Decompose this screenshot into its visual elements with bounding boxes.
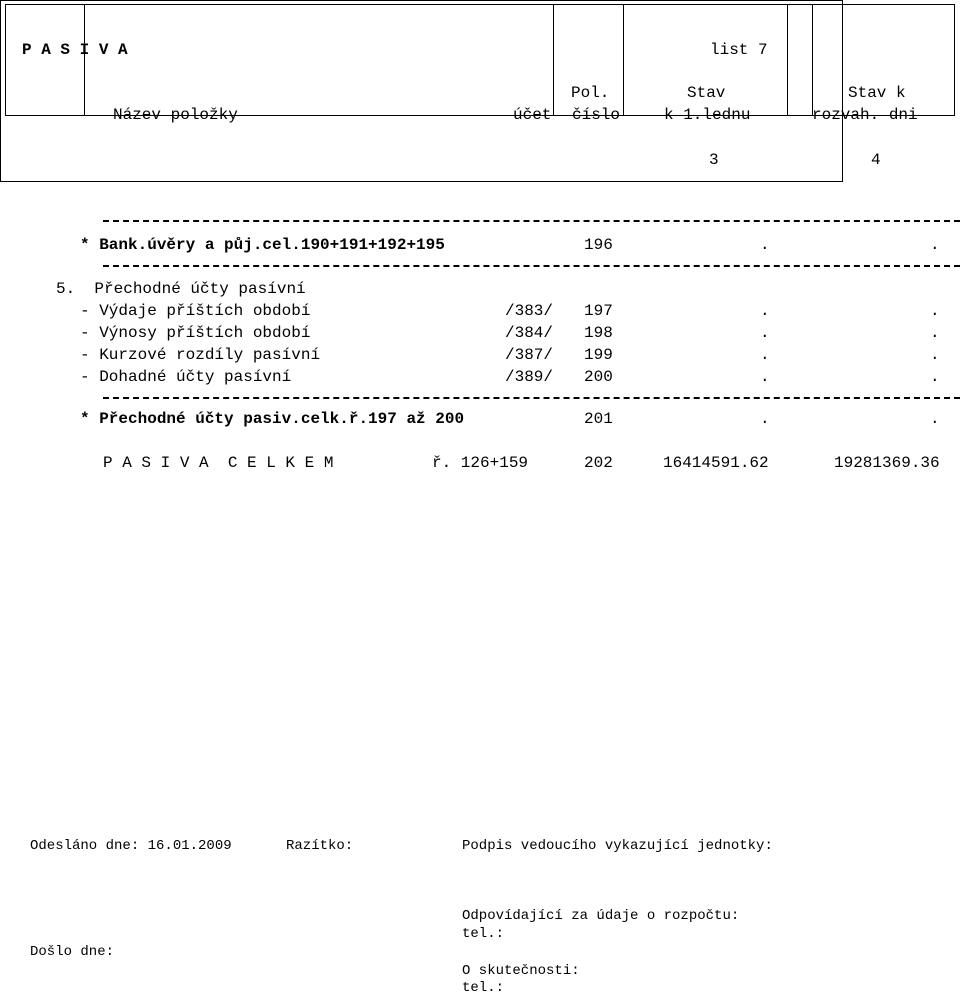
col-header-stavk: Stav k [848,84,906,102]
row-stav: . [760,346,770,364]
col-header-stavk-line2: rozvah. dni [812,106,918,124]
sent-date: Odesláno dne: 16.01.2009 [30,838,232,854]
total-stavk: 19281369.36 [834,454,940,472]
grid-line [812,4,813,116]
row-label: * Přechodné účty pasiv.celk.ř.197 až 200 [80,410,465,428]
row-stav: . [760,236,770,254]
row-pol: 196 [584,236,613,254]
row-stav: . [760,368,770,386]
total-stav: 16414591.62 [663,454,769,472]
row-pol: 197 [584,302,613,320]
total-ucet: ř. 126+159 [432,454,529,472]
row-stav: . [760,324,770,342]
row-pol: 201 [584,410,613,428]
row-stavk: . [930,410,940,428]
col-header-pol: Pol. [571,84,610,102]
stamp-label: Razítko: [286,838,354,854]
row-ucet: /387/ [505,346,554,364]
section-heading: 5. Přechodné účty pasívní [56,280,306,298]
row-label: - Výnosy příštích období [80,324,311,342]
separator-line [103,265,960,267]
row-stav: . [760,302,770,320]
row-ucet: /389/ [505,368,554,386]
row-label: - Dohadné účty pasívní [80,368,292,386]
row-pol: 200 [584,368,613,386]
row-stavk: . [930,324,940,342]
row-label: * Bank.úvěry a půj.cel.190+191+192+195 [80,236,445,254]
budget-phone-label: tel.: [462,926,505,942]
row-stavk: . [930,302,940,320]
budget-contact-label: Odpovídající za údaje o rozpočtu: [462,908,740,924]
actuals-contact-label: O skutečnosti: [462,963,580,979]
row-ucet: /384/ [505,324,554,342]
col-number-3: 3 [709,151,719,169]
col-header-cislo: číslo [572,106,621,124]
grid-line [787,4,788,116]
grid-line [84,4,85,116]
row-pol: 199 [584,346,613,364]
total-label: P A S I V A C E L K E M [103,454,334,472]
grid-line [553,4,554,116]
row-pol: 198 [584,324,613,342]
row-stav: . [760,410,770,428]
row-stavk: . [930,346,940,364]
row-ucet: /383/ [505,302,554,320]
row-label: - Kurzové rozdíly pasívní [80,346,321,364]
row-stavk: . [930,236,940,254]
grid-line [623,4,624,116]
signature-label: Podpis vedoucího vykazující jednotky: [462,838,773,854]
row-label: - Výdaje příštích období [80,302,311,320]
row-stavk: . [930,368,940,386]
col-header-ucet: účet [513,106,552,124]
separator-line [103,397,960,399]
received-date-label: Došlo dne: [30,944,115,960]
separator-line [103,220,960,222]
actuals-phone-label: tel.: [462,980,505,996]
col-header-stav: Stav [687,84,726,102]
col-header-nazev: Název položky [113,106,238,124]
sheet-number: list 7 [710,41,768,59]
total-pol: 202 [584,454,613,472]
page-title: P A S I V A [22,41,128,59]
col-number-4: 4 [871,151,881,169]
col-header-stav-line2: k 1.lednu [664,106,751,124]
